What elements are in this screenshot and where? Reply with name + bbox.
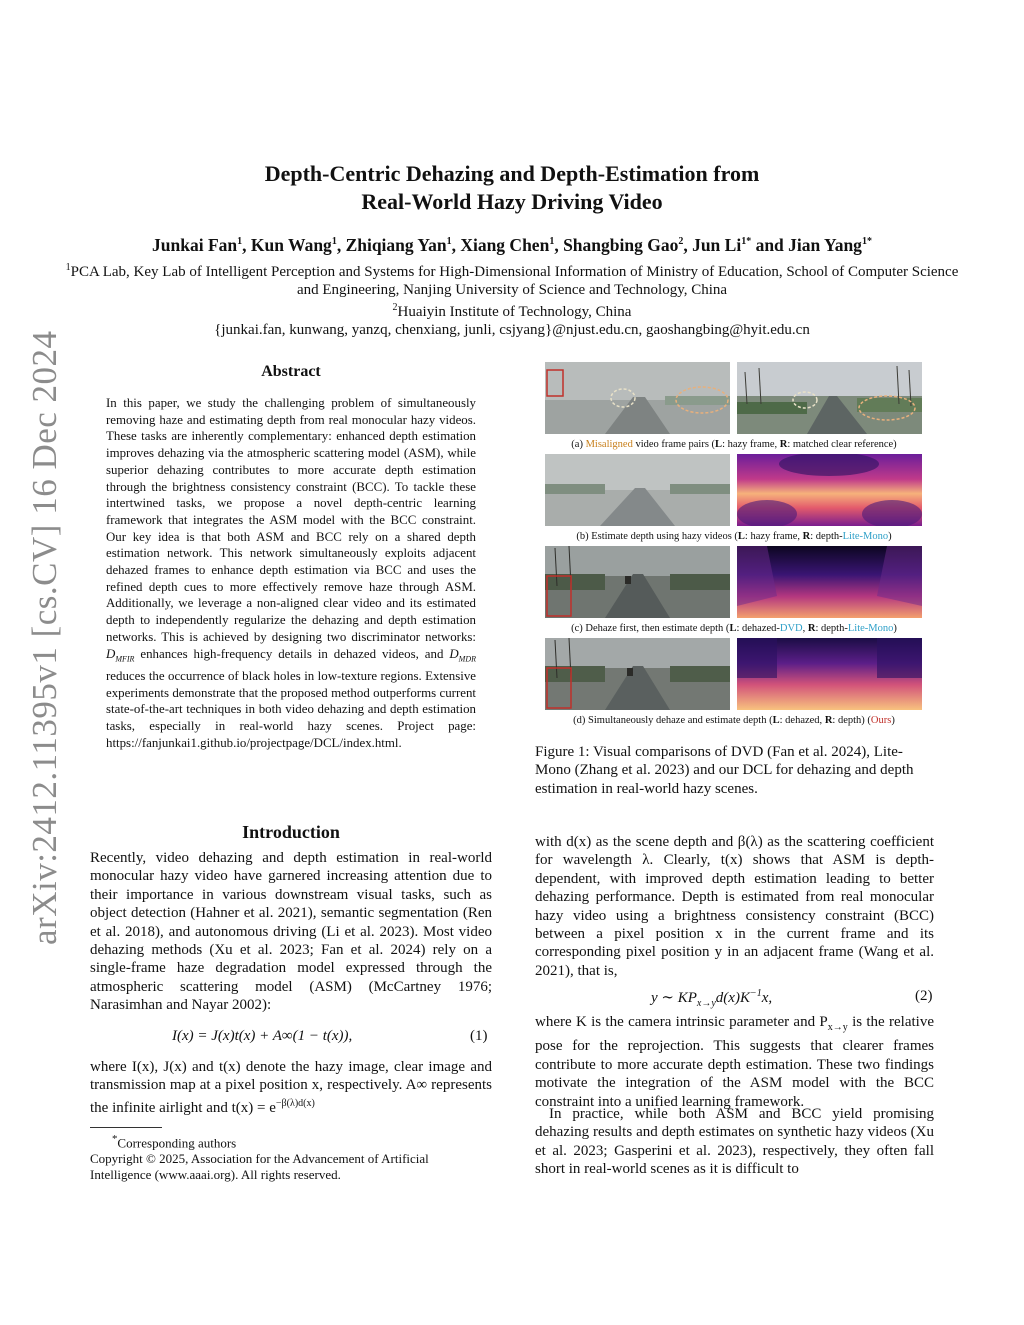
right-paragraph-1: with d(x) as the scene depth and β(λ) as the scattering coefficient for wavelength λ. Clearly, t(x) shows that ASM is depth-dependent, with improved depth estimation leading to better dehazing performance. Depth is estimated from real monocular hazy video using a brightness consistency constraint (BCC) between a pixel position x in the current frame and its corresponding pixel position y in an adjacent frame (Wang et al. 2021), that is, — [535, 834, 934, 979]
intro-heading: Introduction — [242, 822, 340, 842]
author: Junkai Fan — [152, 234, 238, 255]
affiliation-2 — [60, 299, 964, 321]
footnote-mark: * — [112, 1133, 118, 1145]
symbol-letter: D — [449, 646, 459, 661]
author-mark: 1 — [446, 236, 452, 247]
sub-text: (d) Simultaneously dehaze and estimate depth ( — [573, 715, 773, 726]
author-mark: 1 — [237, 236, 243, 247]
depth-map-image — [737, 638, 922, 710]
sub-text: : depth- — [815, 623, 848, 634]
authors-and: and — [755, 234, 784, 255]
figure-row-a — [545, 362, 923, 434]
author-mark: 1* — [861, 236, 872, 247]
author: Xiang Chen — [460, 234, 550, 255]
footnote-corresponding — [90, 1131, 492, 1151]
depth-map-image — [737, 454, 922, 526]
para-sub: x→y — [827, 1022, 848, 1033]
affiliations — [60, 259, 964, 339]
equation-2-number: (2) — [915, 988, 933, 1004]
sub-highlight: DVD — [779, 623, 803, 634]
author-mark: 2 — [678, 236, 684, 247]
eq-part: y ∼ KP — [651, 990, 697, 1006]
author-mark: 1 — [331, 236, 337, 247]
symbol-letter: D — [106, 646, 116, 661]
sub-bold: R — [824, 715, 833, 726]
abstract-text: reduces the occurrence of black holes in low-texture regions. Extensive experiments demonstrate that the proposed method outperforms current state-of-the-art techniques in both video dehazing and depth estimation tasks, especially in real-world hazy scenes. Project page: https://fanjunkai1.github.io/projectpage/DCL/index.html. — [106, 668, 476, 750]
dehazed-frame-image — [545, 546, 730, 618]
footnote — [90, 1131, 492, 1183]
sub-highlight: Misaligned — [585, 439, 633, 450]
figure-subcaption-d — [541, 714, 927, 727]
eq-part: d(x)K — [715, 990, 750, 1006]
sub-bold: R — [802, 531, 811, 542]
intro-paragraph-2 — [90, 1058, 492, 1117]
sub-bold: R — [807, 623, 816, 634]
sub-text: : depth- — [810, 531, 843, 542]
sub-text: , — [802, 623, 808, 634]
symbol-sub: MFIR — [115, 654, 135, 664]
sub-text: : hazy frame, — [744, 531, 803, 542]
intro-paragraph-1: Recently, video dehazing and depth estimation in real-world monocular hazy video have garnered increasing attention due to their importance in various downstream visual tasks, such as object detection (Hahner et al. 2021), semantic segmentation (Ren et al. 2018), and autonomous driving (Li et al. 2023). Most video dehazing methods (Xu et al. 2023; Fan et al. 2024) rely on a single-frame haze degradation model expressed through the atmospheric scattering model (ASM) (McCartney 1976; Narasimhan and Nayar 2002): — [90, 850, 492, 1014]
author: Jian Yang — [788, 234, 862, 255]
eq-part: x, — [761, 990, 773, 1006]
sub-bold: L — [737, 531, 745, 542]
clear-reference-image — [737, 362, 922, 434]
figure-subcaption-c — [541, 622, 927, 635]
intro-text: where I(x), J(x) and t(x) denote the hazy image, clear image and transmission map at a pixel position x, respectively. — [90, 1059, 492, 1094]
emails: {junkai.fan, kunwang, yanzq, chenxiang, junli, csjyang}@njust.edu.cn, gaoshangbing@hyit.edu.cn — [214, 322, 810, 338]
equation-2 — [651, 988, 772, 1009]
abstract-text: enhances high-frequency details in dehazed videos, and — [140, 646, 444, 661]
author: Zhiqiang Yan — [345, 234, 447, 255]
sub-text: : depth) ( — [832, 715, 871, 726]
right-paragraph-2 — [535, 1013, 934, 1111]
title-line-1: Depth-Centric Dehazing and Depth-Estimation from — [264, 161, 760, 186]
abstract-body — [106, 395, 476, 751]
paper-title — [0, 160, 1024, 216]
right-paragraph-3: In practice, while both ASM and BCC yield promising dehazing results and depth estimates on synthetic hazy videos (Xu et al. 2023; Gasperini et al. 2023), respectively, they often fall short in real-world scenes as it is difficult to — [535, 1106, 934, 1178]
author-list: Junkai Fan$^1$, Kun Wang$^1$, Zhiqiang Yan$^1$, Xiang Chen$^1$, Shangbing Gao$^2$, Jun $Li^{1*}$ and Jian Yang$^{1*}$ — [152, 234, 872, 255]
author: Jun Li — [692, 234, 742, 255]
affiliation-text: Huaiyin Institute of Technology, China — [397, 304, 632, 320]
arxiv-stamp: arXiv:2412.11395v1 [cs.CV] 16 Dec 2024 — [25, 330, 64, 945]
sub-bold: L — [729, 623, 737, 634]
sub-bold: R — [779, 439, 788, 450]
dmfir-symbol — [106, 646, 135, 664]
author-mark: 1 — [549, 236, 555, 247]
depth-map-image — [737, 546, 922, 618]
author: Kun Wang — [250, 234, 332, 255]
sub-text: ) — [888, 531, 892, 542]
sub-text: : matched clear reference) — [787, 439, 897, 450]
figure-caption: Figure 1: Visual comparisons of DVD (Fan et al. 2024), Lite-Mono (Zhang et al. 2023) and our DCL for dehazing and depth estimation in real-world hazy scenes. — [535, 744, 914, 797]
sub-bold: L — [715, 439, 723, 450]
hazy-frame-image — [545, 454, 730, 526]
hazy-frame-image — [545, 362, 730, 434]
symbol-sub: MDR — [458, 654, 476, 664]
sub-text: (c) Dehaze first, then estimate depth ( — [571, 623, 730, 634]
figure-row-d — [545, 638, 923, 710]
figure-row-b — [545, 454, 923, 526]
footnote-text: Corresponding authors — [117, 1135, 237, 1151]
exp-superscript: −β(λ)d(x) — [275, 1097, 315, 1109]
author: Shangbing Gao — [563, 234, 679, 255]
sub-text: (b) Estimate depth using hazy videos ( — [576, 531, 738, 542]
eq-sub: x→y — [696, 998, 716, 1009]
equation-1-number: (1) — [470, 1028, 488, 1044]
footnote-rule — [90, 1127, 162, 1128]
affiliation-mark: 1 — [65, 262, 71, 273]
dmdr-symbol — [449, 646, 476, 664]
affiliation-text: PCA Lab, Key Lab of Intelligent Perception and Systems for High-Dimensional Information of Ministry of Education, School of Computer Science and Engineering, Nanjing University of Science and Technology, China — [70, 264, 959, 298]
para-text: where K is the camera intrinsic parameter and P — [535, 1014, 828, 1030]
author-mark: 1* — [741, 236, 752, 247]
para-text: is the relative pose for the reprojection. This suggests that clearer frames contribute to more accurate depth estimation. These two findings motivate the integration of the ASM model with the BCC constraint into a unified learning framework. — [535, 1014, 934, 1110]
sub-highlight: Lite-Mono — [842, 531, 889, 542]
abstract-heading: Abstract — [261, 363, 321, 380]
abstract-text: In this paper, we study the challenging problem of simultaneously removing haze and estimating depth from real monocular hazy videos. These tasks are inherently complementary: enhanced depth estimation improves dehazing via the atmospheric scattering model (ASM), while superior dehazing contributes to more accurate depth estimation through the brightness consistency constraint (BCC). To tackle these intertwined tasks, we propose a novel depth-centric learning framework that integrates the ASM model with the BCC constraint. Our key idea is that both ASM and BCC rely on a shared depth estimation network. This network simultaneously exploits adjacent dehazed frames to enhance depth estimation via BCC and uses the refined depth cues to more effectively remove haze through ASM. Additionally, we leverage a non-aligned clear video and its estimated depth to independently regularize the dehazing and depth estimation networks. This is achieved by designing two discriminator networks: — [106, 396, 476, 644]
sub-text: video frame pairs ( — [632, 439, 716, 450]
sub-text: : dehazed, — [779, 715, 825, 726]
affiliation-1 — [60, 259, 964, 299]
figure-subcaption-b — [541, 530, 927, 543]
equation-1: I(x) = J(x)t(x) + A∞(1 − t(x)), — [172, 1028, 353, 1044]
sub-text: ) — [891, 715, 895, 726]
figure-row-c — [545, 546, 923, 618]
title-line-2: Real-World Hazy Driving Video — [361, 189, 663, 214]
sub-text: ) — [893, 623, 897, 634]
copyright: Copyright © 2025, Association for the Advancement of Artificial Intelligence (www.aaai.org). All rights reserved. — [90, 1151, 429, 1183]
intro-text: A∞ represents the infinite airlight and t(x) = e — [90, 1077, 492, 1116]
figure-subcaption-a — [541, 438, 927, 451]
sub-bold: L — [772, 715, 780, 726]
dehazed-frame-image — [545, 638, 730, 710]
sub-highlight: Lite-Mono — [847, 623, 894, 634]
sub-text: : hazy frame, — [722, 439, 780, 450]
sub-text: : dehazed- — [736, 623, 780, 634]
sub-text: (a) — [571, 439, 586, 450]
sub-highlight: Ours — [870, 715, 892, 726]
eq-sup: −1 — [749, 988, 762, 999]
affiliation-mark: 2 — [392, 302, 398, 313]
